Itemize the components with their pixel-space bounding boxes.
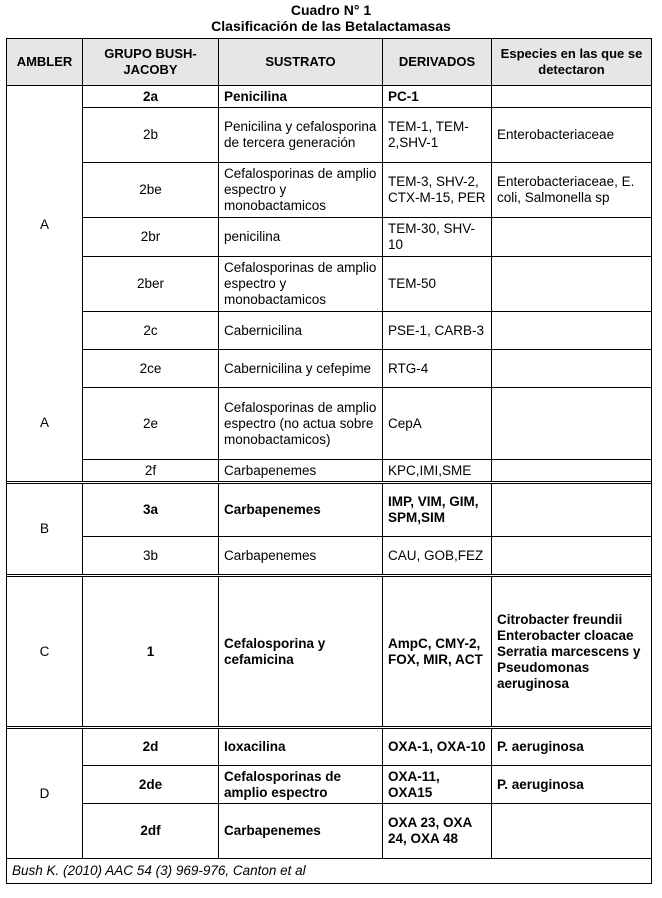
header-especies: Especies en las que se detectaron: [492, 39, 652, 86]
grupo-cell: 1: [83, 577, 219, 727]
table-row: [7, 257, 652, 312]
especies-cell: Enterobacteriaceae, E. coli, Salmonella sp: [492, 163, 652, 218]
sustrato-cell: Cefalosporina y cefamicina: [219, 577, 383, 727]
table-row: [7, 86, 652, 108]
table-row: [7, 350, 652, 388]
derivados-cell: CAU, GOB,FEZ: [383, 537, 492, 575]
grupo-cell: 2ce: [83, 350, 219, 388]
sustrato-cell: Cefalosporinas de amplio espectro: [219, 766, 383, 804]
beta-lactamase-table: [6, 38, 652, 884]
grupo-cell: 2be: [83, 163, 219, 218]
sustrato-cell: Cefalosporinas de amplio espectro y monobactamicos: [219, 163, 383, 218]
grupo-cell: 2br: [83, 218, 219, 257]
sustrato-cell: Carbapenemes: [219, 804, 383, 859]
table-row: [7, 484, 652, 537]
especies-cell: [492, 218, 652, 257]
derivados-cell: OXA-1, OXA-10: [383, 729, 492, 766]
derivados-cell: PSE-1, CARB-3: [383, 312, 492, 350]
table-row: [7, 537, 652, 575]
sustrato-cell: Carbapenemes: [219, 537, 383, 575]
especies-cell: Enterobacteriaceae: [492, 108, 652, 163]
table-row: [7, 163, 652, 218]
especies-cell: [492, 804, 652, 859]
ambler-cell-d: D: [7, 729, 83, 859]
ambler-cell-c: C: [7, 577, 83, 727]
derivados-cell: PC-1: [383, 86, 492, 108]
header-row: [7, 39, 652, 86]
derivados-cell: OXA-11, OXA15: [383, 766, 492, 804]
table-row: [7, 804, 652, 859]
sustrato-cell: Carbapenemes: [219, 460, 383, 482]
derivados-cell: TEM-30, SHV-10: [383, 218, 492, 257]
especies-cell: Citrobacter freundii Enterobacter cloacae Serratia marcescens y Pseudomonas aeruginosa: [492, 577, 652, 727]
derivados-cell: AmpC, CMY-2, FOX, MIR, ACT: [383, 577, 492, 727]
table-row: [7, 460, 652, 482]
especies-cell: [492, 388, 652, 460]
derivados-cell: IMP, VIM, GIM, SPM,SIM: [383, 484, 492, 537]
especies-cell: P. aeruginosa: [492, 729, 652, 766]
sustrato-cell: Cefalosporinas de amplio espectro (no actua sobre monobactamicos): [219, 388, 383, 460]
grupo-cell: 2df: [83, 804, 219, 859]
header-derivados: DERIVADOS: [383, 39, 492, 86]
derivados-cell: TEM-1, TEM-2,SHV-1: [383, 108, 492, 163]
especies-cell: [492, 537, 652, 575]
table-subtitle: Clasificación de las Betalactamasas: [211, 18, 451, 34]
footnote-row: [7, 859, 652, 884]
especies-cell: [492, 257, 652, 312]
table-row: [7, 312, 652, 350]
header-sustrato: SUSTRATO: [219, 39, 383, 86]
especies-cell: [492, 312, 652, 350]
table-row: [7, 108, 652, 163]
especies-cell: [492, 484, 652, 537]
sustrato-cell: penicilina: [219, 218, 383, 257]
ambler-cell-b: B: [7, 484, 83, 575]
table-row: [7, 729, 652, 766]
especies-cell: [492, 460, 652, 482]
sustrato-cell: Carbapenemes: [219, 484, 383, 537]
sustrato-cell: Ioxacilina: [219, 729, 383, 766]
grupo-cell: 2d: [83, 729, 219, 766]
table-row: [7, 577, 652, 727]
grupo-cell: 3a: [83, 484, 219, 537]
header-ambler: AMBLER: [7, 39, 83, 86]
sustrato-cell: Penicilina y cefalosporina de tercera generación: [219, 108, 383, 163]
derivados-cell: RTG-4: [383, 350, 492, 388]
derivados-cell: TEM-3, SHV-2, CTX-M-15, PER: [383, 163, 492, 218]
especies-cell: [492, 86, 652, 108]
table-row: [7, 766, 652, 804]
especies-cell: [492, 350, 652, 388]
ambler-label-a: A: [39, 217, 49, 232]
table-title: Cuadro N° 1: [290, 2, 372, 18]
grupo-cell: 2a: [83, 86, 219, 108]
derivados-cell: CepA: [383, 388, 492, 460]
derivados-cell: OXA 23, OXA 24, OXA 48: [383, 804, 492, 859]
grupo-cell: 2b: [83, 108, 219, 163]
table-row: [7, 388, 652, 460]
grupo-cell: 2ber: [83, 257, 219, 312]
grupo-cell: 3b: [83, 537, 219, 575]
header-grupo: GRUPO BUSH-JACOBY: [83, 39, 219, 86]
sustrato-cell: Cefalosporinas de amplio espectro y monobactamicos: [219, 257, 383, 312]
sustrato-cell: Cabernicilina: [219, 312, 383, 350]
sustrato-cell: Penicilina: [219, 86, 383, 108]
derivados-cell: TEM-50: [383, 257, 492, 312]
derivados-cell: KPC,IMI,SME: [383, 460, 492, 482]
ambler-label-a-second: A: [39, 415, 49, 430]
ambler-cell-a: [7, 86, 83, 482]
grupo-cell: 2de: [83, 766, 219, 804]
grupo-cell: 2f: [83, 460, 219, 482]
grupo-cell: 2e: [83, 388, 219, 460]
grupo-cell: 2c: [83, 312, 219, 350]
especies-cell: P. aeruginosa: [492, 766, 652, 804]
footnote: Bush K. (2010) AAC 54 (3) 969-976, Canton et al: [7, 859, 652, 884]
sustrato-cell: Cabernicilina y cefepime: [219, 350, 383, 388]
table-row: [7, 218, 652, 257]
